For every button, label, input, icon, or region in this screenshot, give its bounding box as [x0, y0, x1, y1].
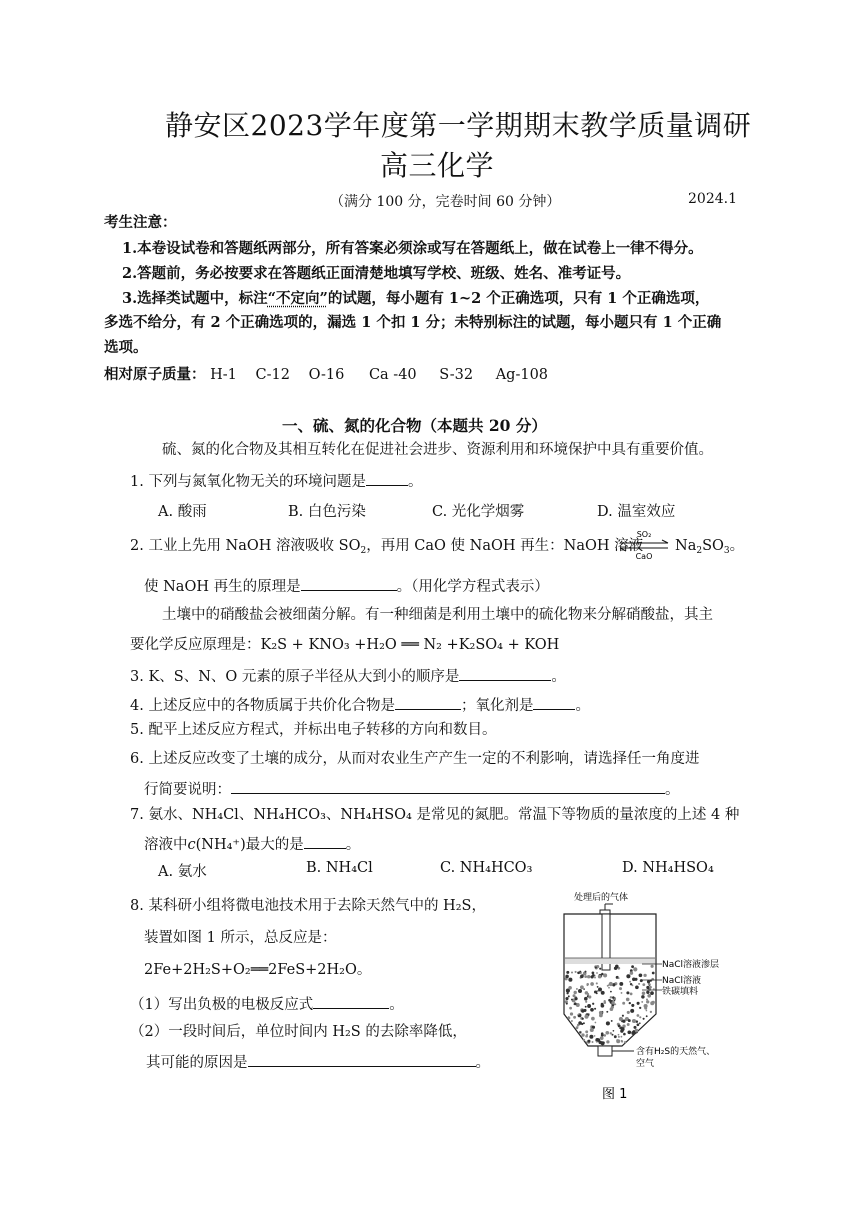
fig1-particle [599, 1014, 603, 1018]
fig1-particle [606, 1021, 610, 1025]
fig1-particle [600, 1036, 604, 1040]
atomic-mass-h: H-1 [210, 367, 237, 383]
fig1-particle [597, 986, 599, 988]
fig1-particle [618, 1034, 620, 1036]
fig1-label-inlet-1: 含有H₂S的天然气、 [636, 1047, 716, 1057]
fig1-particle [571, 971, 573, 973]
q1-blank [366, 471, 408, 486]
notice-item-3-line2: 多选不给分，有 2 个正确选项的，漏选 1 个扣 1 分；未特别标注的试题，每小题只有 1 个正确 [104, 314, 722, 331]
fig1-particle [644, 1004, 648, 1008]
question-2-line2 [144, 576, 549, 596]
question-8-line2: 装置如图 1 所示，总反应是： [144, 930, 337, 946]
fig1-particle [601, 1032, 604, 1035]
fig1-particle [604, 1001, 607, 1004]
fig1-particle [578, 989, 582, 993]
q3-stem: 3. K、S、N、O 元素的原子半径从大到小的顺序是 [130, 669, 460, 685]
question-3 [130, 666, 566, 686]
q7-line2-c: c [187, 837, 196, 853]
fig1-particle [594, 977, 596, 979]
notice-item-3-tag: “不定向” [267, 290, 328, 307]
fig1-particle [646, 991, 649, 994]
fig1-particle [566, 1003, 568, 1005]
fig1-particle [611, 1020, 613, 1022]
fig1-particle [639, 1022, 641, 1024]
q3-end: 。 [551, 669, 566, 685]
notice-item-1: 1.本卷设试卷和答题纸两部分，所有答案必须涂或写在答题纸上，做在试卷上一律不得分。 [122, 240, 703, 257]
fig1-particle [610, 1007, 614, 1011]
q1-end: 。 [407, 474, 423, 490]
fig1-particle [626, 991, 629, 994]
q7-end: 。 [345, 837, 361, 853]
fig1-particle [580, 974, 584, 978]
atomic-mass-o: O-16 [308, 367, 345, 383]
fig1-particle [642, 983, 645, 986]
fig1-particle [573, 1016, 576, 1019]
fig1-particle [594, 1008, 596, 1010]
fig1-particle [589, 1035, 593, 1039]
q2-text-a: 2. 工业上先用 NaOH 溶液吸收 SO [130, 538, 361, 554]
q2-blank [301, 576, 397, 591]
fig1-particle [621, 992, 623, 994]
q7-blank [304, 834, 346, 849]
fig1-particle [592, 1041, 594, 1043]
fig1-label-solution: NaCl溶液 [662, 976, 702, 986]
fig1-particle [584, 997, 588, 1001]
fig1-particle [583, 1039, 585, 1041]
question-1 [130, 471, 422, 491]
q7-line2-a: 溶液中 [144, 837, 188, 853]
question-2-line1: 2. 工业上先用 NaOH 溶液吸收 $SO_2$，再用 CaO 使 NaOH 再生：NaOH 溶液 [130, 538, 644, 556]
fig1-particle [619, 987, 622, 990]
fig1-particle [610, 1032, 612, 1034]
fig1-particle [568, 986, 572, 990]
fig1-particle [587, 975, 590, 978]
question-4 [130, 695, 590, 715]
q2-reversible-arrow [616, 528, 672, 564]
section-heading: 一、硫、氮的化合物（本题共 20 分） [282, 416, 547, 435]
fig1-particle [570, 1012, 573, 1015]
fig1-particle [647, 980, 650, 983]
fig1-particle [588, 1040, 591, 1043]
q3-blank [459, 666, 551, 681]
fig1-particle [608, 987, 610, 989]
fig1-particle [643, 1018, 645, 1020]
fig1-particle [650, 1001, 654, 1005]
fig1-particle [631, 1004, 634, 1007]
fig1-particle [582, 1018, 584, 1020]
fig1-particle [568, 978, 572, 982]
fig1-particle [595, 967, 597, 969]
fig1-particle [595, 1022, 597, 1024]
fig1-particle [571, 999, 573, 1001]
fig1-particle [650, 991, 654, 995]
question-8-sub2: （2）一段时间后，单位时间内 H₂S 的去除率降低， [130, 1024, 467, 1040]
figure-1-apparatus [538, 886, 768, 1102]
fig1-particle [571, 1020, 573, 1022]
exam-info: （满分 100 分，完卷时间 60 分钟） [330, 194, 561, 210]
fig1-particle [596, 972, 598, 974]
fig1-particle [590, 1028, 594, 1032]
q1-stem: 1. 下列与氮氧化物无关的环境问题是 [130, 474, 366, 490]
fig1-particle [566, 971, 569, 974]
q1-option-c: C. 光化学烟雾 [432, 504, 525, 520]
fig1-particle [631, 965, 634, 968]
question-7-line1: 7. 氨水、NH₄Cl、NH₄HCO₃、NH₄HSO₄ 是常见的氮肥。常温下等物质的量浓度的上述 4 种 [130, 807, 740, 823]
fig1-particle [610, 996, 612, 998]
fig1-particle [631, 984, 633, 986]
fig1-particle [605, 1031, 609, 1035]
q7-option-a: A. 氨水 [158, 864, 207, 880]
q7-option-d: D. NH₄HSO₄ [622, 860, 714, 876]
fig1-particle [621, 1027, 625, 1031]
fig1-particle [627, 1011, 630, 1014]
fig1-particle [581, 1033, 584, 1036]
notice-item-3-a: 3.选择类试题中，标注 [122, 290, 268, 307]
fig1-particle [583, 988, 585, 990]
fig1-particle [630, 993, 633, 996]
fig1-particle [646, 998, 648, 1000]
atomic-mass-line [104, 366, 548, 384]
fig1-particle [598, 988, 602, 992]
q4-mid: ；氧化剂是 [460, 698, 534, 714]
fig1-particle [592, 972, 595, 975]
fig1-particle [641, 1001, 643, 1003]
fig1-particle [585, 971, 587, 973]
fig1-particle [574, 1002, 577, 1005]
q2-line2-a: 使 NaOH 再生的原理是 [144, 579, 301, 595]
fig1-particle [585, 1001, 587, 1003]
fig1-particle [618, 1024, 621, 1027]
q7-option-c: C. NH₄HCO₃ [440, 860, 533, 876]
fig1-particle [646, 1000, 649, 1003]
q6-line2: 行简要说明： [144, 782, 231, 798]
fig1-particle [626, 998, 630, 1002]
fig1-particle [601, 1003, 604, 1006]
fig1-particle [575, 971, 577, 973]
q2-arrow-top-label: SO₂ [636, 530, 652, 539]
exam-date: 2024.1 [688, 191, 737, 207]
question-6-line2 [144, 779, 680, 799]
fig1-particle [576, 1026, 579, 1029]
fig1-particle [635, 1029, 639, 1033]
q2-product-a: Na [675, 538, 697, 554]
fig1-particle [616, 1039, 618, 1041]
fig1-particle [614, 1035, 617, 1038]
fig1-particle [641, 995, 644, 998]
fig1-particle [584, 975, 587, 978]
fig1-particle [565, 975, 569, 979]
fig1-particle [576, 988, 578, 990]
fig1-particle [584, 1015, 588, 1019]
fig1-particle [609, 982, 613, 986]
fig1-particle [597, 1038, 600, 1041]
fig1-particle [588, 995, 591, 998]
question-8-sub2-line2 [146, 1052, 490, 1072]
fig1-particle [653, 988, 655, 990]
q4-blank-1 [395, 695, 461, 710]
soil-paragraph-line1: 土壤中的硝酸盐会被细菌分解。有一种细菌是利用土壤中的硫化物来分解硝酸盐，其主 [162, 607, 713, 623]
fig1-particle [590, 975, 593, 978]
q2-arrow-bottom-label: CaO [635, 552, 653, 561]
fig1-particle [649, 986, 652, 989]
fig1-particle [642, 992, 646, 996]
fig1-particle [630, 1009, 634, 1013]
fig1-particle [601, 991, 605, 995]
q6-blank [231, 779, 665, 794]
fig1-particle [615, 965, 619, 969]
fig1-caption: 图 1 [602, 1087, 628, 1102]
question-8-equation: 2Fe+2H₂S+O₂══2FeS+2H₂O。 [144, 962, 372, 978]
fig1-particle [579, 1031, 581, 1033]
q4-stem: 4. 上述反应中的各物质属于共价化合物是 [130, 698, 395, 714]
fig1-particle [622, 1015, 624, 1017]
q7-option-b: B. NH₄Cl [306, 860, 373, 876]
fig1-particle [586, 1034, 588, 1036]
fig1-particle [596, 982, 598, 984]
fig1-particle [632, 1019, 636, 1023]
fig1-particle [613, 1030, 615, 1032]
q8-sub1-blank [313, 994, 389, 1009]
fig1-particle [619, 982, 623, 986]
q6-end: 。 [665, 782, 680, 798]
fig1-particle [621, 1040, 623, 1042]
fig1-particle [606, 1011, 608, 1013]
fig1-particle [598, 975, 602, 979]
fig1-particle [610, 991, 612, 993]
fig1-particle [635, 985, 639, 989]
fig1-particle [579, 971, 581, 973]
notice-heading: 考生注意： [104, 214, 177, 231]
fig1-particle [646, 986, 649, 989]
fig1-particle [646, 1015, 648, 1017]
section-intro: 硫、氮的化合物及其相互转化在促进社会进步、资源利用和环境保护中具有重要价值。 [162, 442, 713, 458]
atomic-mass-label: 相对原子质量： [104, 366, 206, 383]
q7-line2-d: (NH₄⁺)最大的是 [195, 837, 304, 853]
page-subtitle: 高三化学 [380, 149, 495, 182]
question-8-sub1 [130, 994, 404, 1014]
q2-product-end: 。 [729, 538, 745, 554]
fig1-particle [628, 1019, 631, 1022]
q8-sub2-end: 。 [475, 1055, 490, 1071]
atomic-mass-c: C-12 [255, 367, 290, 383]
question-8-line1: 8. 某科研小组将微电池技术用于去除天然气中的 H₂S， [130, 898, 486, 914]
fig1-particle [630, 971, 634, 975]
fig1-particle [611, 1001, 614, 1004]
fig1-particle [622, 1002, 625, 1005]
fig1-particle [619, 1017, 623, 1021]
fig1-particle [621, 1021, 623, 1023]
fig1-particle [594, 990, 597, 993]
fig1-particle [585, 1041, 587, 1043]
fig1-particle [583, 1022, 585, 1024]
fig1-particle [621, 1036, 623, 1038]
fig1-particle [614, 1003, 616, 1005]
fig1-particle [629, 1002, 631, 1004]
atomic-mass-s: S-32 [439, 367, 474, 383]
atomic-mass-ca: Ca -40 [368, 367, 417, 383]
q1-option-d: D. 温室效应 [597, 504, 676, 520]
question-7-line2 [144, 834, 360, 854]
notice-item-2: 2.答题前，务必按要求在答题纸正面清楚地填写学校、班级、姓名、准考证号。 [122, 265, 631, 282]
fig1-particle [591, 1017, 595, 1021]
q4-blank-2 [533, 695, 575, 710]
fig1-particle [575, 997, 578, 1000]
question-6-line1: 6. 上述反应改变了土壤的成分，从而对农业生产产生一定的不利影响，请选择任一角度进 [130, 751, 700, 767]
fig1-top-label: 处理后的气体 [574, 893, 629, 903]
fig1-particle [614, 1000, 616, 1002]
fig1-particle [594, 1035, 596, 1037]
q1-option-a: A. 酸雨 [158, 504, 207, 520]
fig1-particle [637, 1023, 640, 1026]
q1-option-b: B. 白色污染 [288, 504, 366, 520]
fig1-particle [592, 1003, 594, 1005]
fig1-particle [633, 967, 637, 971]
fig1-particle [629, 981, 631, 983]
fig1-particle [612, 996, 615, 999]
notice-item-3 [122, 290, 709, 307]
q2-product: $Na_2SO_3$。 [675, 538, 745, 556]
fig1-particle [639, 1007, 641, 1009]
fig1-particle [640, 979, 643, 982]
question-5: 5. 配平上述反应方程式，并标出电子转移的方向和数目。 [130, 722, 497, 738]
q8-sub1-text: （1）写出负极的电极反应式 [130, 997, 314, 1013]
fig1-particle [567, 1016, 570, 1019]
fig1-particle [566, 992, 568, 994]
fig1-particle [639, 1016, 641, 1018]
atomic-mass-ag: Ag-108 [495, 367, 549, 383]
fig1-particle [646, 1010, 648, 1012]
q8-sub1-end: 。 [389, 997, 404, 1013]
fig1-particle [632, 1030, 635, 1033]
soil-paragraph-line2: 要化学反应原理是：K₂S + KNO₃ +H₂O ══ N₂ +K₂SO₄ + KOH [130, 637, 560, 653]
q2-product-b: SO [702, 538, 724, 554]
fig1-particle [581, 1009, 584, 1012]
fig1-particle [586, 983, 589, 986]
fig1-label-inlet-2: 空气 [636, 1059, 655, 1069]
fig1-particle [568, 995, 570, 997]
q8-sub2-blank [248, 1052, 476, 1067]
fig1-particle [590, 982, 594, 986]
fig1-particle [650, 1011, 652, 1013]
fig1-particle [578, 1013, 580, 1015]
fig1-particle [632, 978, 636, 982]
fig1-particle [639, 973, 643, 977]
fig1-particle [569, 1007, 572, 1010]
notice-item-3-line3: 选项。 [104, 339, 148, 356]
fig1-particle [606, 1040, 609, 1043]
fig1-particle [612, 1034, 614, 1036]
page-title: 静安区2023学年度第一学期期末教学质量调研 [165, 109, 752, 142]
fig1-particle [599, 968, 601, 970]
fig1-particle [580, 985, 584, 989]
fig1-particle [652, 972, 655, 975]
q8-sub2-text: 其可能的原因是 [146, 1055, 248, 1071]
q2-text-b: ，再用 CaO 使 NaOH 再生：NaOH 溶液 [366, 538, 644, 554]
q2-line2-b: 。（用化学方程式表示） [396, 579, 549, 595]
fig1-particle [618, 1036, 620, 1038]
fig1-particle [574, 991, 577, 994]
fig1-particle [618, 977, 620, 979]
fig1-particle [585, 1006, 587, 1008]
fig1-particle [626, 974, 630, 978]
fig1-particle [565, 997, 568, 1000]
fig1-particle [637, 1002, 640, 1005]
fig1-particle [603, 973, 607, 977]
fig1-particle [627, 1030, 631, 1034]
fig1-particle [624, 1041, 626, 1043]
fig1-label-filler: 铁碳填料 [662, 987, 699, 997]
fig1-particle [604, 1034, 607, 1037]
fig1-particle [578, 1021, 582, 1025]
fig1-label-layer: NaCl溶液渗层 [662, 960, 720, 970]
fig1-particle [603, 1042, 605, 1044]
fig1-particle [587, 993, 589, 995]
fig1-particle [585, 1030, 588, 1033]
fig1-particle [650, 965, 653, 968]
fig1-particle [643, 974, 646, 977]
fig1-particle [627, 1023, 630, 1026]
q4-end: 。 [575, 698, 590, 714]
fig1-particle [573, 994, 576, 997]
notice-item-3-b: 的试题，每小题有 1~2 个正确选项，只有 1 个正确选项， [327, 290, 710, 307]
fig1-particle [647, 994, 651, 998]
fig1-particle [638, 983, 640, 985]
fig1-particle [587, 1004, 591, 1008]
fig1-particle [623, 1033, 626, 1036]
fig1-particle [601, 973, 603, 975]
fig1-particle [637, 1014, 640, 1017]
fig1-particle [633, 1026, 636, 1029]
fig1-particle [590, 1008, 594, 1012]
